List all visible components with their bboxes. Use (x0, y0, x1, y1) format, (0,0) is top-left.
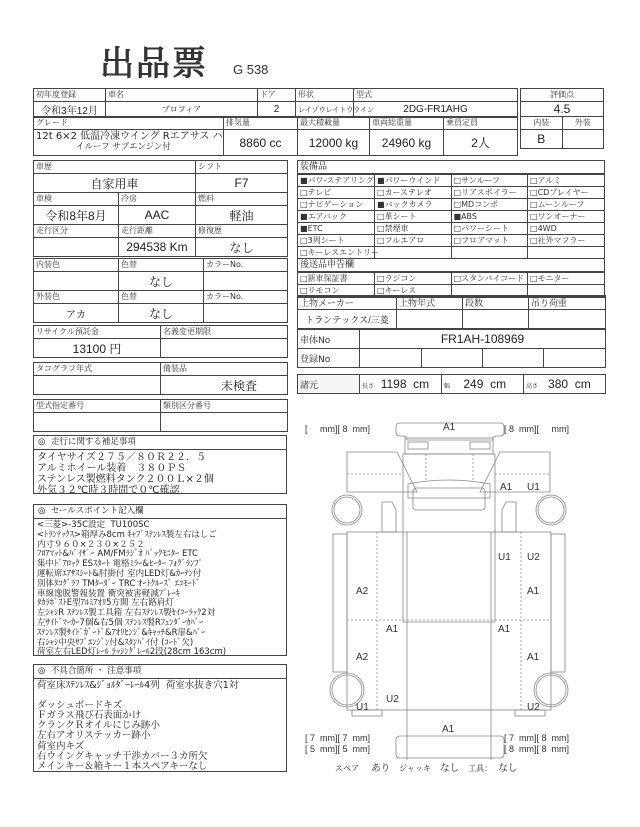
note-line: ｽﾃﾝﾚｽ製ｻｲﾄﾞｶﾞｰﾄﾞ&ｱｵﾘﾋﾝｼﾞ&ｷｬｯﾁ&R扉&ﾊﾞｰ (37, 627, 206, 638)
specs-table (297, 374, 606, 394)
note-line: 運転席ｴｱｻｽｼｰﾄ&肘掛付 室内LED灯&ｶｰﾃﾝ付 (37, 568, 202, 579)
label-usage-history: 車歴 (34, 161, 196, 174)
unchecked-box-icon: □ (530, 200, 538, 209)
label-rating: 評価点 (521, 89, 604, 102)
spec-height (524, 375, 606, 394)
usage-history: 自家用車 (34, 174, 196, 193)
note-line: 荷室内キズ (37, 740, 85, 752)
note-line: ステンレス製燃料タンク２００Ｌ×２個 (37, 474, 214, 485)
exterior-color: アカ (34, 304, 119, 323)
category-no (161, 413, 288, 432)
vehicle-damage-diagram (295, 410, 640, 760)
unchecked-box-icon: □ (300, 286, 308, 295)
checkbox-item (298, 223, 375, 235)
note-line: アルミホイール装着 ３８０ＰＳ (37, 463, 187, 474)
note-line: ﾀｶﾗﾎﾞｽﾄE型ｱﾙﾐｱｵﾘ5方開 左右路肩灯 (37, 598, 174, 609)
checkbox-label: フルエアロ (384, 236, 425, 245)
recycle-table (33, 325, 288, 358)
checkbox-label: モニター (537, 274, 570, 283)
checkbox-label: エアバック (307, 212, 347, 221)
label-inspection: 車検 (34, 193, 119, 206)
running-notes-body (34, 450, 286, 498)
note-line: 車線逸脱警報装置 衝突被害軽減ﾌﾞﾚｰｷ (37, 588, 180, 599)
unchecked-box-icon: □ (300, 236, 308, 245)
mark-right-side-upper: A1 (527, 586, 540, 597)
sales-points-title: セールスポイント記入欄 (50, 506, 144, 516)
checkbox-item (528, 223, 605, 235)
rating-table (520, 88, 604, 149)
label-crane-load: 吊り荷重 (529, 296, 606, 310)
note-line: 内寸９６０×２３０×２５２ (37, 539, 145, 550)
interior-color-no (204, 272, 288, 291)
unchecked-box-icon: □ (377, 274, 385, 283)
mark-left-inner-lower: A1 (386, 624, 399, 635)
unchecked-box-icon: □ (377, 286, 385, 295)
checkbox-item (298, 199, 375, 211)
label-category-no: 類別区分番号 (161, 400, 288, 413)
checkbox-label: パワーシート (461, 224, 509, 233)
grade-line-1: 12t 6×2 低温冷凍ウイング Rエアサス ハ (36, 131, 223, 142)
checkbox-label: バックカメラ (384, 200, 433, 209)
checkbox-item (528, 211, 605, 223)
running-notes-header (34, 436, 286, 450)
registration-no-4 (544, 349, 606, 368)
label-interior-color: 内装色 (34, 259, 119, 272)
mark-right-inner-lower: A1 (498, 624, 511, 635)
checkbox-item (298, 235, 375, 247)
checkbox-label: キーレス (384, 286, 417, 295)
label-interior-color-no: カラーNo. (204, 259, 288, 272)
vehicle-basic-table (33, 88, 518, 118)
color-table (33, 258, 288, 323)
checkbox-label: 禁煙車 (384, 224, 409, 233)
label-capacity: 乗員定員 (444, 117, 518, 130)
note-line: 左右アオリステッカー跡小 (37, 730, 151, 742)
inspection-date: 令和8年8月 (34, 206, 119, 225)
unchecked-box-icon: □ (300, 248, 308, 257)
label-first-registration: 初年度登録 (34, 89, 106, 102)
mark-right-mid-2: U2 (527, 552, 540, 563)
windshield (408, 480, 490, 498)
label-interior: 内装 (521, 117, 563, 130)
label-car-name: 車名 (106, 89, 258, 102)
car-name: プロフィア (106, 102, 258, 118)
note-line: 右ｼｬｼ中央ｻﾌﾞｴﾝｼﾞﾝ付&ｽﾀﾝﾊﾞｲ付 (ｺｰﾄﾞ欠) (37, 637, 194, 648)
shift: F7 (196, 174, 288, 193)
width-unit: cm (490, 377, 507, 391)
body-maker: トランテックス/三菱 (298, 310, 397, 329)
checkbox-item (375, 235, 452, 247)
label-exterior-color-no: カラーNo. (204, 291, 288, 304)
right-mirror-light (470, 442, 490, 449)
left-step (382, 502, 396, 532)
mark-left-side-lower: A2 (356, 652, 369, 663)
mark-left-rear-2: U2 (386, 694, 399, 705)
spare-value: あり (371, 763, 391, 774)
fuel: 軽油 (196, 206, 288, 225)
checkbox-item (375, 175, 452, 187)
checkbox-label: リアスポイラー (461, 188, 517, 197)
empty-cell (451, 247, 528, 259)
mark-right-side-lower: A1 (527, 652, 540, 663)
checkbox-label: カーステレオ (384, 188, 432, 197)
chassis-table (297, 329, 606, 368)
tools-row (335, 760, 517, 774)
checked-box-icon: ■ (453, 212, 462, 221)
unchecked-box-icon: □ (300, 200, 308, 209)
unchecked-box-icon: □ (377, 212, 385, 221)
crane-load (529, 310, 606, 329)
checkbox-item (451, 211, 528, 223)
unchecked-box-icon: □ (530, 274, 538, 283)
checkbox-label: パワーウインド (384, 176, 441, 185)
checkbox-item (528, 199, 605, 211)
cab-body (403, 454, 495, 622)
cargo-body (347, 532, 551, 710)
checkbox-label: ムーンルーフ (537, 200, 585, 209)
checked-box-icon: ■ (377, 176, 385, 185)
unchecked-box-icon: □ (453, 224, 462, 233)
aircon: AAC (119, 206, 196, 225)
checkbox-label: ABS (461, 212, 477, 221)
name-change-deadline (161, 339, 288, 358)
checkbox-label: ラジコン (384, 274, 417, 283)
checkbox-item (375, 211, 452, 223)
checkbox-label: ナビゲーション (307, 200, 364, 209)
width-value: 249 (463, 377, 484, 391)
note-line: <ﾄﾗﾝﾃｯｸｽ>箱厚み8cm ｷｬﾌﾞｽﾃﾝﾚｽ製左右はしご (37, 529, 217, 540)
delivery-title: 後送品申告欄 (298, 259, 604, 272)
note-line: 別体ﾀｺｸﾞﾗﾌ TMﾀｰﾀﾞｰ TRC ｵｰﾄｸﾙｰｽﾞ ｴｺﾓｰﾄﾞ (37, 578, 201, 589)
label-model-designation-no: 型式指定番号 (34, 400, 161, 413)
unchecked-box-icon: □ (530, 236, 538, 245)
label-fuel: 燃料 (196, 193, 288, 206)
mark-right-front-1: A1 (500, 482, 513, 493)
label-door: ドア (258, 89, 296, 102)
checkbox-item (298, 211, 375, 223)
checkbox-item (375, 223, 452, 235)
body-maker-table (297, 295, 606, 329)
left-mirror-light (408, 442, 428, 449)
right-side-rail (551, 534, 565, 672)
checkbox-label: サンルーフ (461, 176, 501, 185)
spec-length (360, 375, 442, 394)
checkbox-label: MDコンポ (461, 200, 499, 209)
label-mileage: 走行距離 (119, 225, 196, 238)
unchecked-box-icon: □ (300, 188, 308, 197)
label-model-code: 型式 (354, 89, 518, 102)
jack-value: なし (440, 763, 460, 774)
label-exterior-recolor: 色替 (119, 291, 204, 304)
label-recycle-deposit: リサイクル預託金 (34, 326, 161, 339)
model-designation-no (34, 413, 161, 432)
empty-cell (528, 247, 605, 259)
history-table (33, 160, 288, 257)
tools-value: なし (498, 763, 518, 774)
right-step (502, 502, 516, 532)
tacho-table (33, 362, 288, 395)
registration-no-2 (422, 349, 483, 368)
equipment-title: 装備品 (298, 161, 604, 174)
unchecked-box-icon: □ (453, 200, 462, 209)
defects-body (34, 679, 286, 774)
mileage-type (34, 238, 119, 257)
mark-left-side-upper: A2 (356, 586, 369, 597)
unchecked-box-icon: □ (530, 176, 538, 185)
front-right-wheel (536, 495, 566, 525)
label-width: 幅 (444, 384, 451, 390)
interior-grade: B (521, 130, 563, 149)
body-year (397, 310, 463, 329)
spec-width (442, 375, 524, 394)
tiers (463, 310, 529, 329)
model-code: 2DG-FR1AHG (354, 102, 518, 118)
tire-rear-right-1: [ 7 mm][ 8 mm] (504, 733, 570, 743)
label-max-load: 最大積載量 (298, 117, 370, 130)
label-gross-weight: 車両総重量 (370, 117, 444, 130)
circle-bullet-icon: ◎ (38, 437, 46, 447)
checkbox-item (451, 273, 528, 285)
checkbox-item (451, 199, 528, 211)
unchecked-box-icon: □ (530, 212, 538, 221)
checkbox-item (451, 235, 528, 247)
registration-no-1 (360, 349, 422, 368)
checkbox-label: スタンバイコード (461, 274, 525, 283)
sales-points-body (34, 519, 286, 660)
repair-history: なし (196, 238, 288, 257)
label-exterior-color: 外装色 (34, 291, 119, 304)
label-interior-recolor: 色替 (119, 259, 204, 272)
checkbox-label: 4WD (537, 224, 557, 233)
checkbox-item (298, 273, 375, 285)
label-aircon: 冷房 (119, 193, 196, 206)
label-name-change-deadline: 名義変更期限 (161, 326, 288, 339)
checkbox-label: ETC (307, 224, 323, 233)
mileage: 294538 Km (119, 238, 196, 257)
checkbox-label: リモコン (307, 286, 340, 295)
label-registration-no: 登録No (298, 349, 360, 368)
note-line: <三菱>-35C設定 TU100SC (37, 520, 150, 530)
chassis-no: FR1AH-108969 (360, 330, 606, 349)
checkbox-item (375, 199, 452, 211)
unchecked-box-icon: □ (453, 274, 462, 283)
checkbox-label: 革シート (384, 212, 417, 221)
unchecked-box-icon: □ (377, 224, 385, 233)
checkbox-label: ワンオーナー (537, 212, 586, 221)
label-spare: スペア (335, 764, 359, 773)
interior-color (34, 272, 119, 291)
body-type: レイゾウレイトウウイン (296, 102, 354, 118)
left-side-rail (333, 534, 347, 672)
mark-right-mid-1: U1 (498, 552, 511, 563)
label-body-maker: 上物メーカー (298, 296, 397, 310)
label-grade: グレード (34, 117, 224, 130)
label-tachograph-year: タコグラフ年式 (34, 363, 161, 376)
tachograph-year (34, 376, 161, 395)
max-load: 12000 kg (298, 130, 370, 156)
mark-right-front-2: U1 (527, 482, 540, 493)
rear-bumper-shape (396, 736, 504, 758)
note-line: 左ｼｬｼR ｽﾃﾝﾚｽ製工具箱 左右ｽﾃﾝﾚｽ製ｾｲｺｰﾗｯｸ2対 (37, 608, 216, 619)
left-door (347, 452, 417, 492)
label-shift: シフト (196, 161, 288, 174)
mark-right-rear: U2 (527, 702, 540, 713)
exterior-grade (562, 130, 604, 149)
delivery-grid (298, 272, 604, 297)
checkbox-item (451, 175, 528, 187)
accessories: 未検査 (161, 376, 288, 395)
checkbox-item (528, 187, 605, 199)
height-unit: cm (574, 377, 591, 391)
recycle-deposit: 13100 円 (34, 339, 161, 358)
checkbox-item (298, 247, 380, 259)
rating-score: 4.5 (521, 102, 604, 117)
checkbox-item (375, 273, 452, 285)
unchecked-box-icon: □ (377, 188, 385, 197)
label-length: 長さ (362, 384, 375, 390)
checkbox-label: 3列シート (307, 236, 345, 245)
note-line: 集中ﾄﾞｱﾛｯｸ ESｽﾀｰﾄ 電格ﾐﾗｰ&ﾋｰﾀｰ ﾌｫｸﾞﾗﾝﾌﾟ (37, 559, 203, 570)
grade-line-2: イルーフ サブエンジン付 (76, 142, 171, 152)
unchecked-box-icon: □ (530, 188, 538, 197)
tire-rear-left-2: [ 5 mm][ 5 mm] (305, 744, 371, 754)
label-displacement: 排気量 (224, 117, 298, 130)
interior-recolor: なし (119, 272, 204, 291)
note-line: 荷室床ｽﾃﾝﾚｽ&ｼﾞｮﾙﾀﾞｰﾚｰﾙ4列 荷室水抜き穴1対 (37, 680, 239, 691)
defects-title: 不具合箇所 ・ 注意事項 (50, 666, 142, 676)
checkbox-item (451, 223, 528, 235)
checkbox-label: CDプレイヤー (537, 188, 589, 197)
listing-code: G 538 (233, 62, 269, 77)
unchecked-box-icon: □ (377, 236, 385, 245)
dashboard (413, 488, 485, 510)
circle-bullet-icon: ◎ (38, 666, 46, 676)
checkbox-item (375, 187, 452, 199)
note-line: ﾌﾛｱﾏｯﾄ&ﾊﾞｲｻﾞｰ AM/FMﾗｼﾞｵ ﾊﾞｯｸﾓﾆﾀｰ ETC (37, 549, 198, 560)
capacity: 2人 (444, 130, 518, 156)
checkbox-label: フロアマット (461, 236, 509, 245)
checkbox-item (298, 175, 375, 187)
checked-box-icon: ■ (300, 212, 308, 221)
door-count: 2 (258, 102, 296, 118)
checked-box-icon: ■ (377, 200, 385, 209)
front-left-wheel (332, 495, 362, 525)
note-line: 荷室左右LED灯ﾚｰﾙ ﾗｯｼﾝｸﾞﾚｰﾙ2段(28cm 163cm) (37, 647, 227, 658)
page-title: 出品票 (100, 44, 208, 84)
circle-bullet-icon: ◎ (38, 506, 46, 516)
tire-rear-right-2: [ 8 mm][ 8 mm] (504, 744, 570, 754)
unchecked-box-icon: □ (530, 224, 538, 233)
checkbox-item (528, 235, 605, 247)
label-jack: ジャッキ (399, 764, 432, 773)
label-repair-history: 修復歴 (196, 225, 288, 238)
label-body-type: 形状 (296, 89, 354, 102)
checkbox-label: パワ-ステアリング (307, 176, 374, 185)
note-line: メインキー＆箱キー１本スペアキーなし (37, 760, 208, 772)
exterior-color-no (204, 304, 288, 323)
mark-rear-center: A1 (442, 724, 455, 735)
checkbox-label: 社外マフラー (537, 236, 586, 245)
checkbox-item (298, 187, 375, 199)
checkbox-label: 新車保証書 (307, 274, 348, 283)
empty-cell (375, 247, 452, 259)
sales-points (33, 504, 287, 656)
checked-box-icon: ■ (300, 224, 308, 233)
length-value: 1198 (380, 377, 407, 391)
label-mileage-type: 走行区分 (34, 225, 119, 238)
first-registration: 令和3年12月 (34, 102, 106, 118)
tire-rear-left-1: [ 7 mm][ 7 mm] (305, 733, 371, 743)
mark-front-bumper: A1 (443, 422, 456, 433)
checked-box-icon: ■ (300, 176, 308, 185)
tire-front-left: [ mm][ 8 mm] (305, 424, 370, 434)
defects-header (34, 665, 286, 679)
checkbox-label: テレビ (307, 188, 332, 197)
label-specs: 諸元 (298, 375, 360, 394)
label-chassis-no: 車体No (298, 330, 360, 349)
grade (34, 130, 224, 156)
note-line: タイヤサイズ２７５／８０Ｒ２２．５ (37, 452, 206, 463)
label-height: 高さ (526, 384, 539, 390)
tire-front-right: [ 8 mm][ mm] (504, 424, 569, 434)
note-line: クランクＲオイルにじみ跡小 (37, 720, 160, 732)
unchecked-box-icon: □ (453, 176, 462, 185)
checkbox-item (528, 273, 605, 285)
unchecked-box-icon: □ (300, 274, 308, 283)
checkbox-item (528, 175, 605, 187)
label-body-year: 上物年式 (397, 296, 463, 310)
unchecked-box-icon: □ (453, 236, 462, 245)
length-unit: cm (413, 377, 430, 391)
checkbox-label: アルミ (537, 176, 562, 185)
mark-left-rear-1: U1 (356, 702, 369, 713)
note-line: ダッシュボードキズ (37, 699, 123, 711)
equipment-grid (298, 174, 604, 259)
registration-no-3 (483, 349, 544, 368)
note-line: 外気３２℃時３時間で０℃確認 (37, 485, 180, 496)
displacement: 8860 cc (224, 130, 298, 156)
model-number-table (33, 399, 288, 432)
note-line: 左ｻｲﾄﾞﾏｰｶｰ7個&右5個 ｽﾃﾝﾚｽ製Rﾌｪﾝﾀﾞｰｶﾊﾞｰ (37, 617, 204, 628)
height-value: 380 (548, 377, 569, 391)
checkbox-item (451, 187, 528, 199)
running-notes-title: 走行に関する補足事項 (50, 437, 136, 447)
running-notes (33, 435, 287, 494)
label-exterior: 外装 (562, 117, 604, 130)
defects-notes (33, 664, 287, 772)
equipment-section (297, 160, 605, 298)
checkbox-label: キーレスエントリー (307, 248, 380, 257)
sales-points-header (34, 505, 286, 519)
gross-weight: 24960 kg (370, 130, 444, 156)
vehicle-spec-table (33, 116, 518, 156)
unchecked-box-icon: □ (453, 188, 462, 197)
label-tiers: 段数 (463, 296, 529, 310)
label-tools: 工具： (468, 764, 493, 773)
exterior-recolor: なし (119, 304, 204, 323)
label-accessories: 備装品 (161, 363, 288, 376)
note-line: 右ウイングキャッチ干渉カバー３カ所欠 (37, 750, 208, 762)
note-line: Ｆガラス飛び石表面かけ (37, 709, 142, 721)
